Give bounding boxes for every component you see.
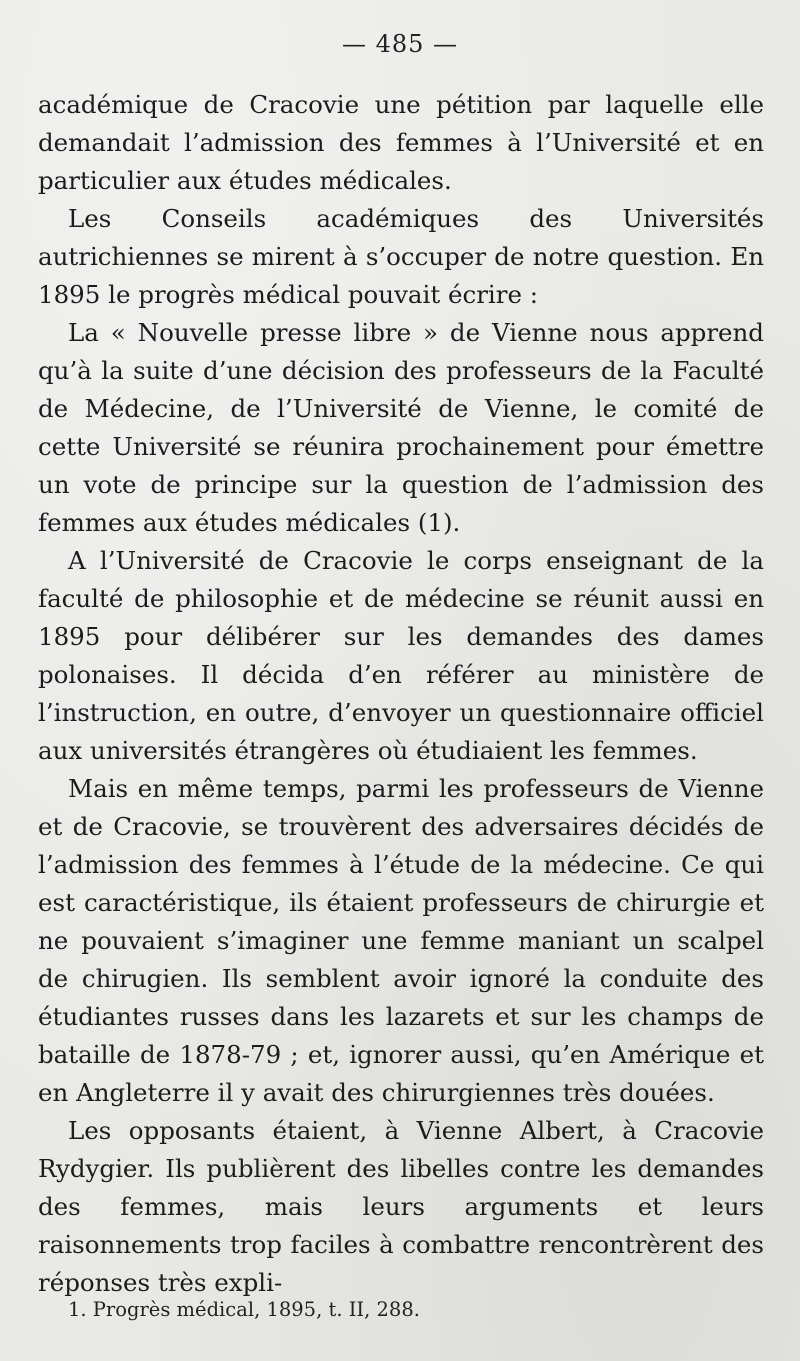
paragraph-5: Mais en même temps, parmi les professeurs de Vienne et de Cracovie, se trouvèrent des adversaires décidés de l’admission des femmes à l’étude de la médecine. Ce qui est caractéristique, ils étaient professeurs de chirurgie et ne pouvaient s’imaginer une femme maniant un scalpel de chirugien. Ils semblent avoir ignoré la conduite des étudiantes russes dans les lazarets et sur les champs de bataille de 1878-79 ; et, ignorer aussi, qu’en Amérique et en Angleterre il y avait des chirurgiennes très douées. <box>38 774 764 1107</box>
page-number: — 485 — <box>341 30 459 58</box>
paragraph-2: Les Conseils académiques des Universités autrichiennes se mirent à s’occuper de notre question. En 1895 le progrès médical pouvait écrire : <box>38 204 764 309</box>
paragraph-4: A l’Université de Cracovie le corps enseignant de la faculté de philosophie et de médecine se réunit aussi en 1895 pour délibérer sur les demandes des dames polonaises. Il décida d’en référer au ministère de l’instruction, en outre, d’envoyer un questionnaire officiel aux universités étrangères où étudiaient les femmes. <box>38 546 764 765</box>
body-text <box>38 86 764 1302</box>
paragraph-3-quote: La « Nouvelle presse libre » de Vienne nous apprend qu’à la suite d’une décision des professeurs de la Faculté de Médecine, de l’Université de Vienne, le comité de cette Université se réunira prochainement pour émettre un vote de principe sur la question de l’admission des femmes aux études médicales (1). <box>38 318 764 537</box>
footnote: 1. Progrès médical, 1895, t. II, 288. <box>68 1298 420 1321</box>
paragraph-1: académique de Cracovie une pétition par laquelle elle demandait l’admission des femmes à l’Université et en particulier aux études médicales. <box>38 90 764 195</box>
paragraph-6: Les opposants étaient, à Vienne Albert, à Cracovie Rydygier. Ils publièrent des libelles contre les demandes des femmes, mais leurs arguments et leurs raisonnements trop faciles à combattre rencontrèrent des réponses très expli- <box>38 1116 764 1297</box>
